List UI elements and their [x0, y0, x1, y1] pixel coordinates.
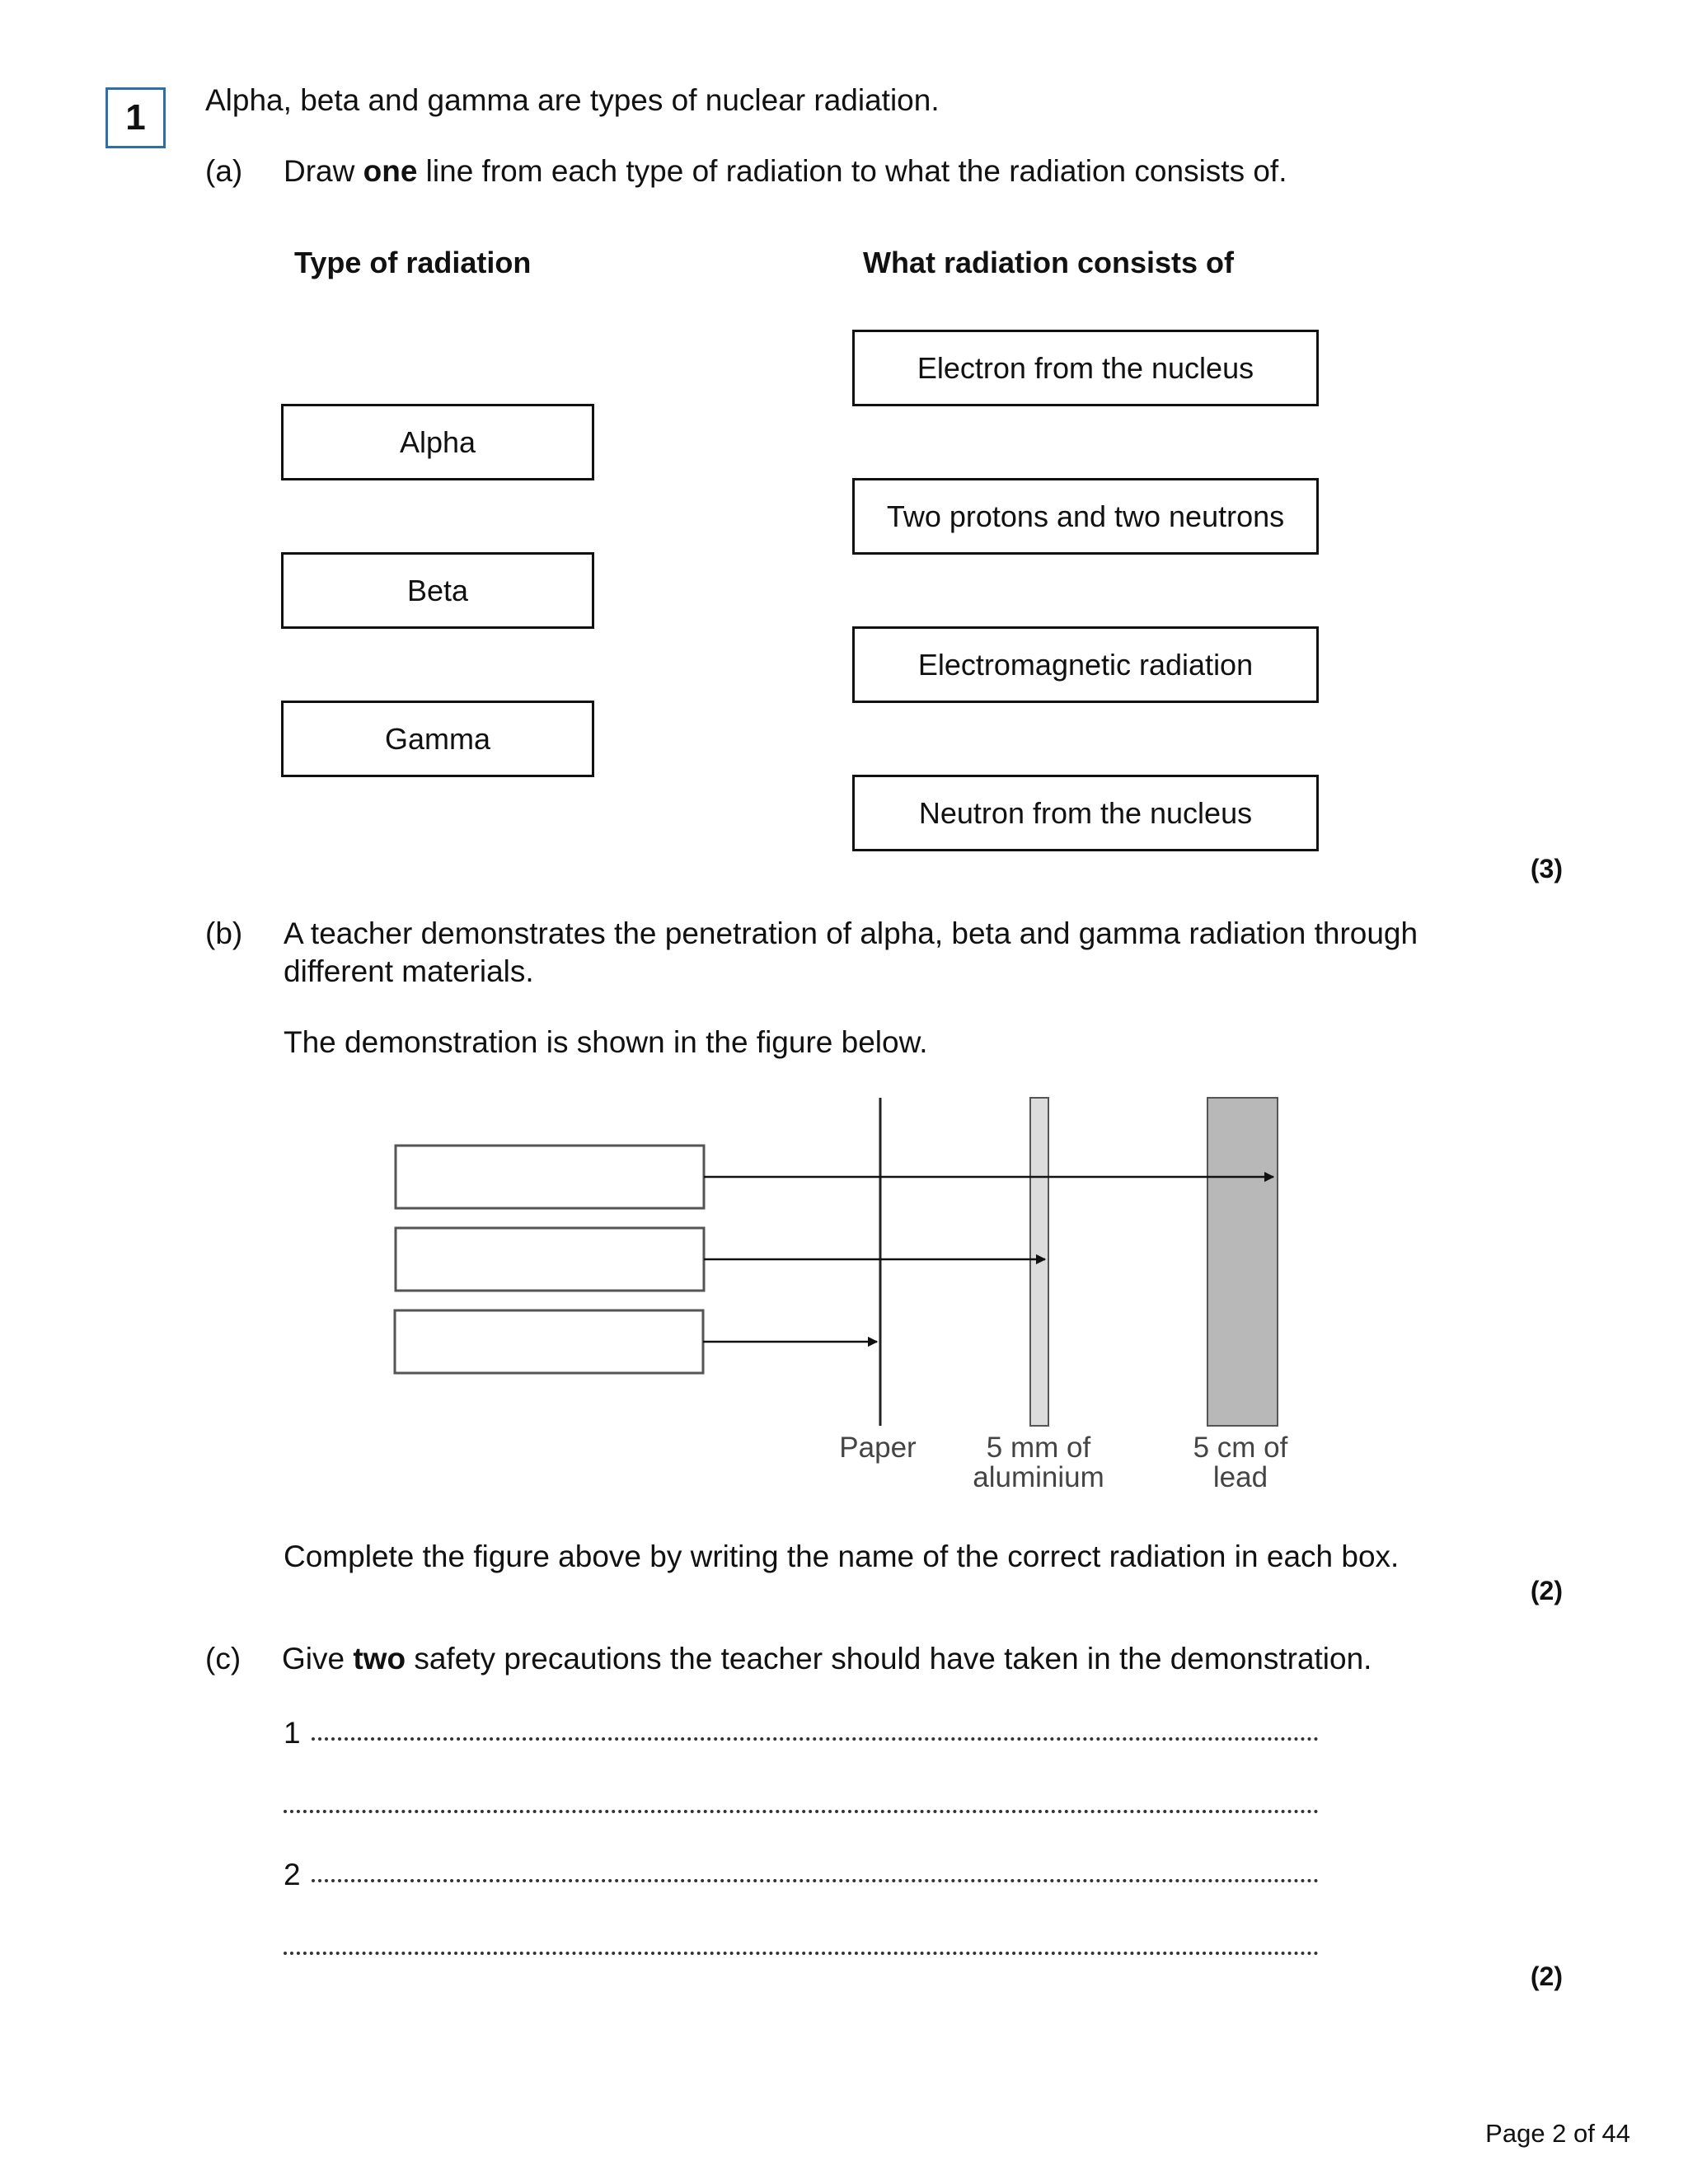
- part-c-instruction: [282, 1640, 1372, 1678]
- answer-line-2-number: 2: [284, 1858, 301, 1891]
- aluminium-barrier: [1030, 1098, 1048, 1426]
- figure-intro: The demonstration is shown in the figure below.: [284, 1025, 928, 1059]
- aluminium-label-2: aluminium: [973, 1461, 1104, 1493]
- consists-box-neutron[interactable]: Neutron from the nucleus: [852, 775, 1319, 851]
- radiation-answer-box-2[interactable]: [396, 1228, 704, 1291]
- part-b-label: (b): [205, 916, 243, 950]
- radiation-answer-box-1[interactable]: [396, 1146, 704, 1208]
- question-number: 1: [106, 87, 166, 148]
- aluminium-label-1: 5 mm of: [986, 1432, 1091, 1464]
- consists-box-electromagnetic[interactable]: Electromagnetic radiation: [852, 626, 1319, 703]
- paper-label: Paper: [839, 1432, 917, 1464]
- consists-box-protons-neutrons[interactable]: Two protons and two neutrons: [852, 478, 1319, 555]
- part-c-instruction-bold: two: [353, 1642, 406, 1675]
- question-intro: Alpha, beta and gamma are types of nuclear radiation.: [205, 83, 940, 117]
- answer-line-1b[interactable]: [284, 1810, 1319, 1813]
- part-a-marks: (3): [1530, 854, 1563, 883]
- part-a-instruction-bold: one: [363, 154, 418, 188]
- page-number: Page 2 of 44: [1485, 2119, 1630, 2148]
- lead-label-1: 5 cm of: [1193, 1432, 1288, 1464]
- part-b-marks: (2): [1530, 1576, 1563, 1605]
- part-c-instruction-pre: Give: [282, 1642, 354, 1675]
- lead-label-2: lead: [1212, 1461, 1268, 1493]
- part-a-label: (a): [205, 154, 243, 188]
- part-a-instruction: [284, 152, 1287, 190]
- part-b-text-line2: different materials.: [284, 954, 534, 988]
- right-column-header: What radiation consists of: [863, 246, 1235, 279]
- part-c-label: (c): [205, 1642, 241, 1675]
- type-box-alpha[interactable]: Alpha: [281, 404, 594, 480]
- part-c-marks: (2): [1530, 1961, 1563, 1991]
- part-a-instruction-pre: Draw: [284, 154, 363, 188]
- type-box-gamma[interactable]: Gamma: [281, 701, 594, 777]
- answer-line-1-number: 1: [284, 1716, 301, 1750]
- lead-barrier: [1207, 1098, 1278, 1426]
- part-c-instruction-post: safety precautions the teacher should have taken in the demonstration.: [406, 1642, 1372, 1675]
- penetration-figure: [379, 1088, 1327, 1434]
- type-box-beta[interactable]: Beta: [281, 552, 594, 629]
- answer-line-2b[interactable]: [284, 1952, 1319, 1955]
- answer-line-1a[interactable]: [312, 1737, 1319, 1741]
- answer-line-2a[interactable]: [312, 1879, 1319, 1882]
- left-column-header: Type of radiation: [294, 246, 532, 279]
- radiation-answer-box-3[interactable]: [395, 1310, 703, 1373]
- part-b-text-line1: A teacher demonstrates the penetration of alpha, beta and gamma radiation through: [284, 916, 1418, 950]
- consists-box-electron[interactable]: Electron from the nucleus: [852, 330, 1319, 406]
- part-b-instruction: Complete the figure above by writing the name of the correct radiation in each box.: [284, 1540, 1400, 1573]
- part-a-instruction-post: line from each type of radiation to what the radiation consists of.: [417, 154, 1287, 188]
